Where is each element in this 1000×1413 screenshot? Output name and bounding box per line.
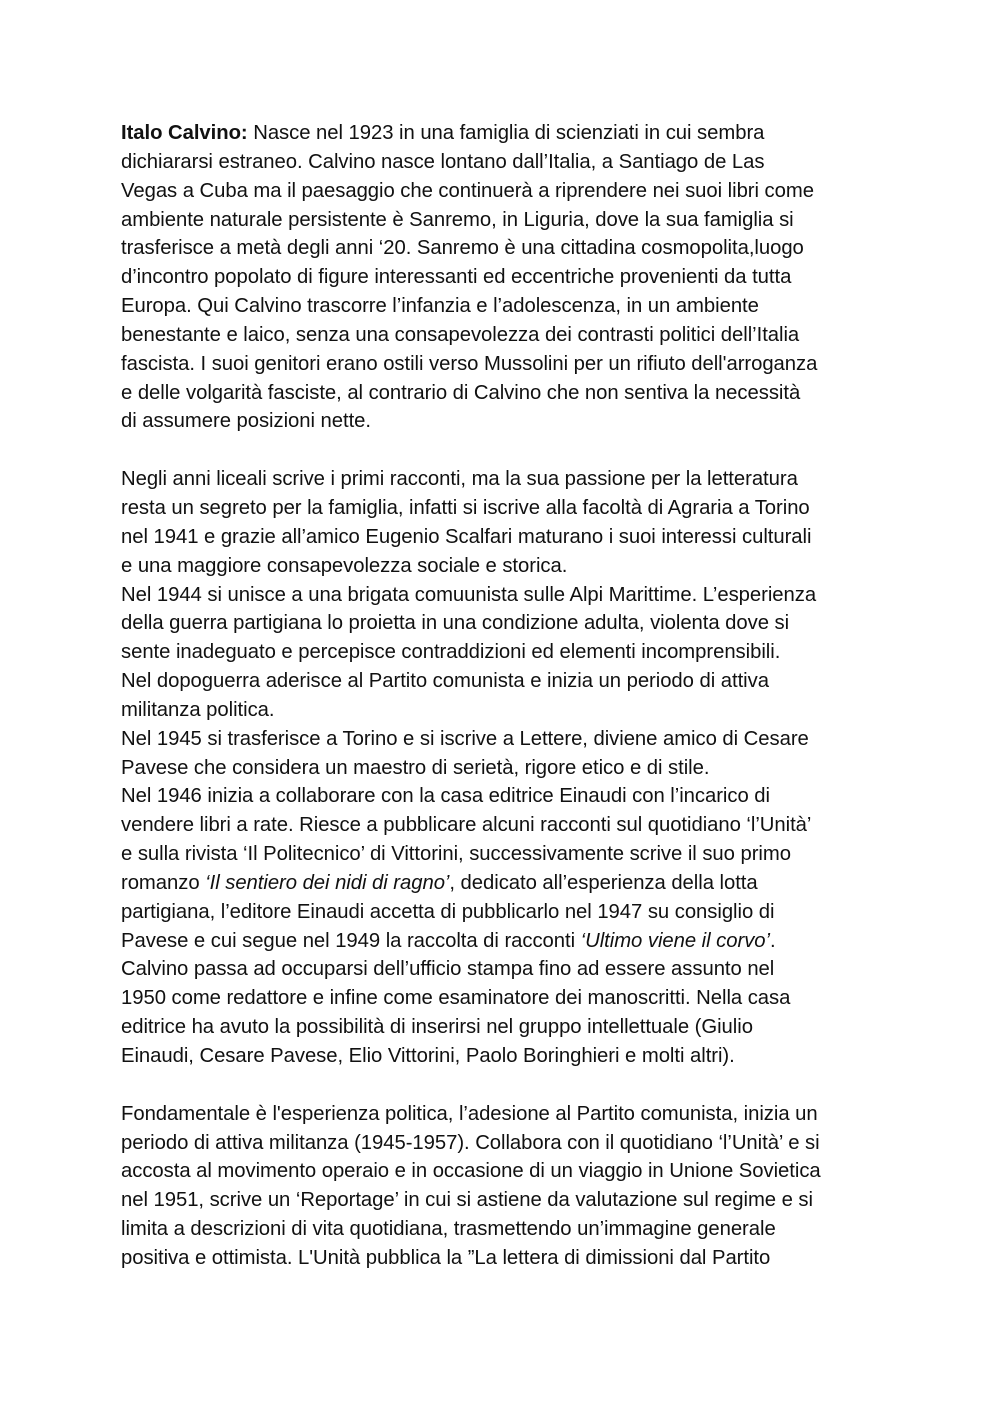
- paragraph-political-experience: [121, 1100, 901, 1273]
- text-line: limita a descrizioni di vita quotidiana, trasmettendo un’immagine generale: [121, 1218, 776, 1241]
- paragraph-spacer: [121, 436, 901, 465]
- text-line: trasferisce a metà degli anni ‘20. Sanremo è una cittadina cosmopolita,luogo: [121, 237, 804, 260]
- text-line: editrice ha avuto la possibilità di inserirsi nel gruppo intellettuale (Giulio: [121, 1016, 753, 1039]
- text-line: militanza politica.: [121, 698, 275, 721]
- text-line: ambiente naturale persistente è Sanremo, in Liguria, dove la sua famiglia si: [121, 208, 794, 231]
- text-line: partigiana, l’editore Einaudi accetta di pubblicarlo nel 1947 su consiglio di: [121, 900, 775, 923]
- text-line: Pavese che considera un maestro di serietà, rigore etico e di stile.: [121, 756, 710, 779]
- text-line: positiva e ottimista. L'Unità pubblica la ”La lettera di dimissioni dal Partito: [121, 1246, 771, 1269]
- text-line: Nel 1946 inizia a collaborare con la casa editrice Einaudi con l’incarico di: [121, 785, 770, 808]
- text-line: Einaudi, Cesare Pavese, Elio Vittorini, Paolo Boringhieri e molti altri).: [121, 1045, 735, 1067]
- text-line: Nel dopoguerra aderisce al Partito comunista e inizia un periodo di attiva: [121, 670, 769, 693]
- text-line: nel 1941 e grazie all’amico Eugenio Scalfari maturano i suoi interessi culturali: [121, 525, 812, 548]
- text-line: romanzo ‘Il sentiero dei nidi di ragno’, dedicato all’esperienza della lotta: [121, 871, 758, 894]
- book-title-corvo: ‘Ultimo viene il corvo’: [580, 929, 770, 952]
- text-line: d’incontro popolato di figure interessanti ed eccentriche provenienti da tutta: [121, 266, 792, 289]
- text-line: 1950 come redattore e infine come esaminatore dei manoscritti. Nella casa: [121, 987, 791, 1010]
- text-line: dichiararsi estraneo. Calvino nasce lontano dall’Italia, a Santiago de Las: [121, 150, 765, 173]
- text-line: Pavese e cui segue nel 1949 la raccolta di racconti ‘Ultimo viene il corvo’.: [121, 929, 776, 952]
- paragraph-spacer: [121, 1071, 901, 1100]
- text-line: periodo di attiva militanza (1945-1957). Collabora con il quotidiano ‘l’Unità’ e si: [121, 1131, 820, 1154]
- text-line: accosta al movimento operaio e in occasione di un viaggio in Unione Sovietica: [121, 1160, 821, 1183]
- text-line: nel 1951, scrive un ‘Reportage’ in cui si astiene da valutazione sul regime e si: [121, 1189, 813, 1212]
- paragraph-early-career: [121, 465, 901, 1071]
- text-line: Europa. Qui Calvino trascorre l’infanzia e l’adolescenza, in un ambiente: [121, 295, 759, 318]
- text-line: resta un segreto per la famiglia, infatti si iscrive alla facoltà di Agraria a Torino: [121, 496, 810, 519]
- text-line: Nel 1945 si trasferisce a Torino e si iscrive a Lettere, diviene amico di Cesare: [121, 727, 809, 750]
- text-line: e sulla rivista ‘Il Politecnico’ di Vittorini, successivamente scrive il suo primo: [121, 843, 791, 866]
- document-body: [121, 119, 901, 1273]
- text-line: Vegas a Cuba ma il paesaggio che continuerà a riprendere nei suoi libri come: [121, 179, 814, 202]
- text-line: e una maggiore consapevolezza sociale e storica.: [121, 554, 568, 577]
- text-line: di assumere posizioni nette.: [121, 410, 371, 433]
- text-line: e delle volgarità fasciste, al contrario di Calvino che non sentiva la necessità: [121, 381, 801, 404]
- text-line: Italo Calvino: Nasce nel 1923 in una famiglia di scienziati in cui sembra: [121, 122, 765, 144]
- text-line: fascista. I suoi genitori erano ostili verso Mussolini per un rifiuto dell'arroganza: [121, 352, 818, 375]
- text-line: Negli anni liceali scrive i primi racconti, ma la sua passione per la letteratura: [121, 468, 798, 491]
- paragraph-calvino-intro: [121, 119, 901, 436]
- lead-name: Italo Calvino:: [121, 122, 248, 144]
- text-line: Fondamentale è l'esperienza politica, l’adesione al Partito comunista, inizia un: [121, 1102, 818, 1125]
- text-line: sente inadeguato e percepisce contraddizioni ed elementi incomprensibili.: [121, 641, 781, 664]
- text-line: della guerra partigiana lo proietta in una condizione adulta, violenta dove si: [121, 612, 790, 635]
- text-line: benestante e laico, senza una consapevolezza dei contrasti politici dell’Italia: [121, 323, 800, 346]
- book-title-sentiero: ‘Il sentiero dei nidi di ragno’: [205, 871, 450, 894]
- text-line: vendere libri a rate. Riesce a pubblicare alcuni racconti sul quotidiano ‘l’Unità’: [121, 814, 812, 837]
- text-line: Nel 1944 si unisce a una brigata comuunista sulle Alpi Marittime. L’esperienza: [121, 583, 817, 606]
- text-line: Calvino passa ad occuparsi dell’ufficio stampa fino ad essere assunto nel: [121, 958, 775, 981]
